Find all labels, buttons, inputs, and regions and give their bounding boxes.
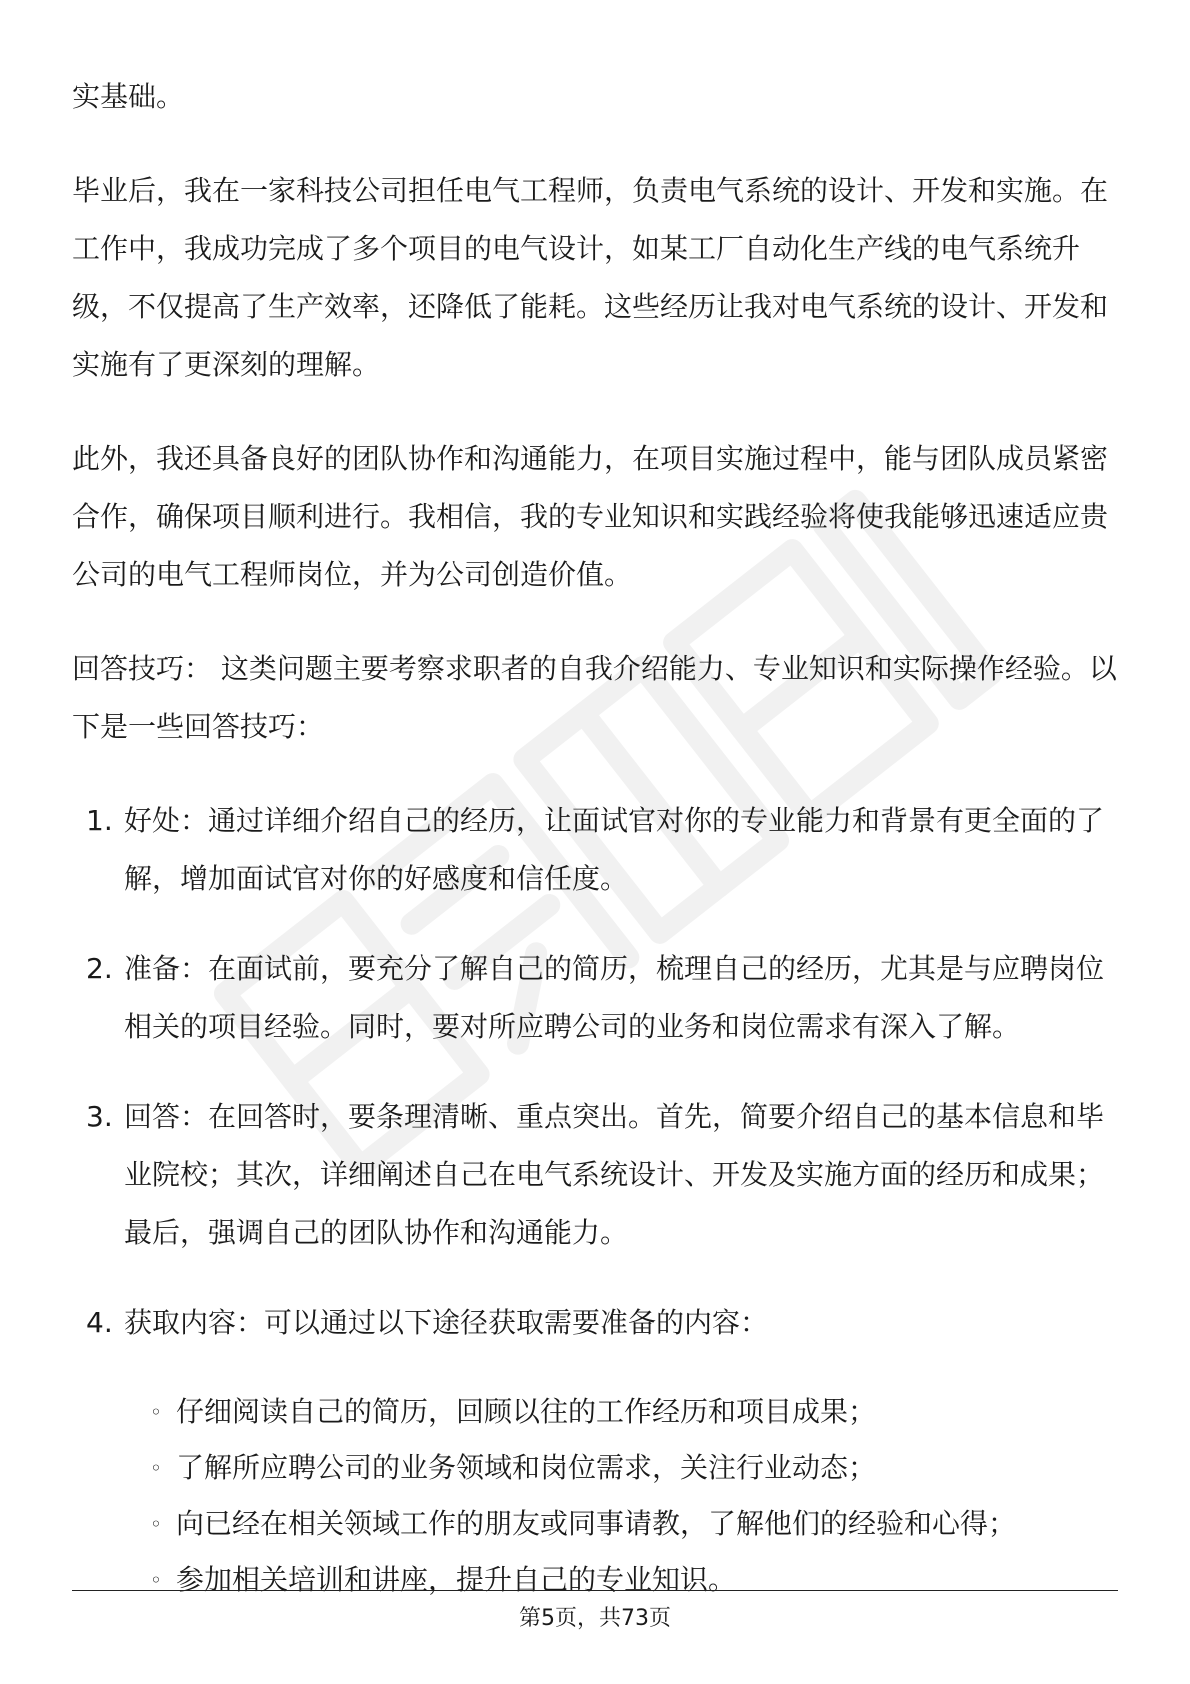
sources-list: [72, 1384, 1118, 1608]
tip-text: 获取内容：可以通过以下途径获取需要准备的内容：: [124, 1306, 769, 1339]
paragraph-work-experience: 毕业后，我在一家科技公司担任电气工程师，负责电气系统的设计、开发和实施。在工作中，我成功完成了多个项目的电气设计，如某工厂自动化生产线的电气系统升级，不仅提高了生产效率，还降低了能耗。这些经历让我对电气系统的设计、开发和实施有了更深刻的理解。: [72, 174, 1109, 381]
source-text: 了解所应聘公司的业务领域和岗位需求，关注行业动态；: [176, 1451, 877, 1484]
footer-divider: [72, 1590, 1118, 1591]
source-text: 参加相关培训和讲座，提升自己的专业知识。: [176, 1563, 737, 1596]
source-text: 向已经在相关领域工作的朋友或同事请教，了解他们的经验和心得；: [176, 1507, 1017, 1540]
bullet-circle-icon: ◦: [150, 1400, 162, 1424]
source-item: [72, 1440, 1118, 1496]
tip-text: 回答：在回答时，要条理清晰、重点突出。首先，简要介绍自己的基本信息和毕业院校；其次，详细阐述自己在电气系统设计、开发及实施方面的经历和成果；最后，强调自己的团队协作和沟通能力。: [124, 1100, 1105, 1249]
tip-item: [72, 792, 1118, 908]
document-body: [72, 68, 1118, 1608]
source-item: [72, 1384, 1118, 1440]
source-item: [72, 1496, 1118, 1552]
paragraph-teamwork: 此外，我还具备良好的团队协作和沟通能力，在项目实施过程中，能与团队成员紧密合作，确保项目顺利进行。我相信，我的专业知识和实践经验将使我能够迅速适应贵公司的电气工程师岗位，并为公司创造价值。: [72, 442, 1109, 591]
tip-number: 3.: [86, 1100, 113, 1133]
tip-text: 好处：通过详细介绍自己的经历，让面试官对你的专业能力和背景有更全面的了解，增加面试官对你的好感度和信任度。: [124, 804, 1105, 895]
tip-item: [72, 940, 1118, 1056]
tip-number: 4.: [86, 1306, 113, 1339]
tips-list: [72, 792, 1118, 1352]
bullet-circle-icon: ◦: [150, 1456, 162, 1480]
bullet-circle-icon: ◦: [150, 1568, 162, 1592]
paragraph-answer-tips: 回答技巧： 这类问题主要考察求职者的自我介绍能力、专业知识和实际操作经验。以下是一些回答技巧：: [72, 652, 1117, 743]
tip-number: 2.: [86, 952, 113, 985]
tip-text: 准备：在面试前，要充分了解自己的简历，梳理自己的经历，尤其是与应聘岗位相关的项目经验。同时，要对所应聘公司的业务和岗位需求有深入了解。: [124, 952, 1105, 1043]
source-text: 仔细阅读自己的简历，回顾以往的工作经历和项目成果；: [176, 1395, 877, 1428]
paragraph-continuation: 实基础。: [72, 80, 185, 113]
bullet-circle-icon: ◦: [150, 1512, 162, 1536]
tip-number: 1.: [86, 804, 113, 837]
source-item: [72, 1552, 1118, 1608]
tip-item: [72, 1088, 1118, 1262]
tip-item: [72, 1294, 1118, 1352]
page-number: 第5页，共73页: [519, 1606, 671, 1631]
